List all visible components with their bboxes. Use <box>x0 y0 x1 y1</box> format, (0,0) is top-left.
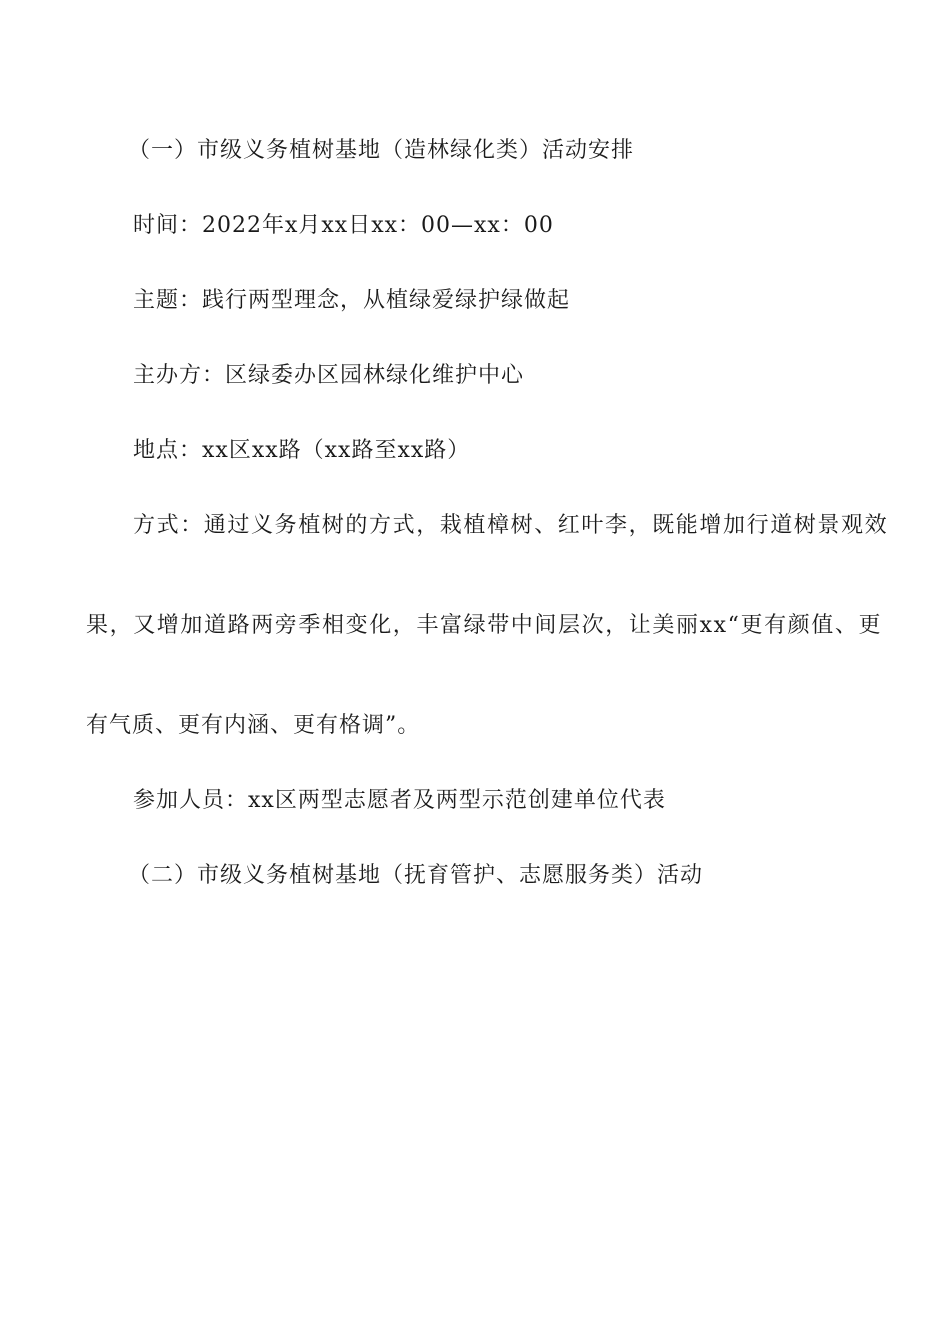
event-method-line-2: 果，又增加道路两旁季相变化，丰富绿带中间层次，让美丽xx“更有颜值、更 <box>86 613 883 638</box>
section-heading-2: （二）市级义务植树基地（抚育管护、志愿服务类）活动 <box>128 863 704 888</box>
event-theme: 主题：践行两型理念，从植绿爱绿护绿做起 <box>133 288 571 313</box>
event-method-line-3: 有气质、更有内涵、更有格调”。 <box>86 713 421 738</box>
event-time: 时间：2022年x月xx日xx：00—xx：00 <box>133 213 554 238</box>
event-organizer: 主办方：区绿委办区园林绿化维护中心 <box>133 363 525 388</box>
section-heading-1: （一）市级义务植树基地（造林绿化类）活动安排 <box>128 138 635 163</box>
event-participants: 参加人员：xx区两型志愿者及两型示范创建单位代表 <box>133 788 666 813</box>
event-method-line-1: 方式：通过义务植树的方式，栽植樟树、红叶李，既能增加行道树景观效 <box>133 513 889 538</box>
event-location: 地点：xx区xx路（xx路至xx路） <box>133 438 471 463</box>
